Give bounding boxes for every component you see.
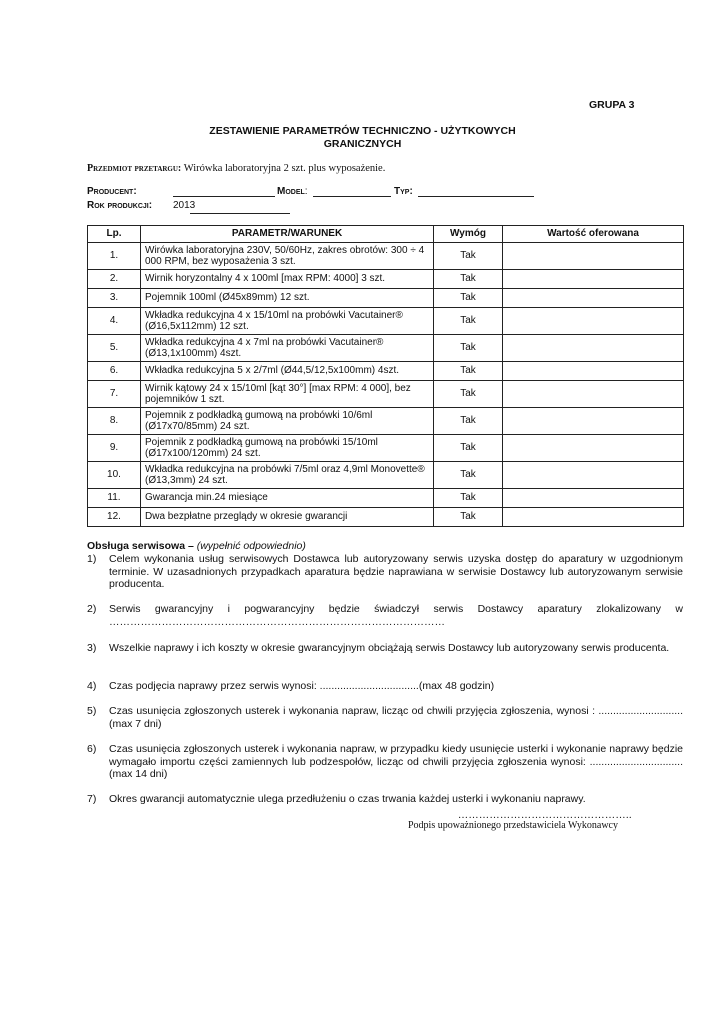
- row-offered-value[interactable]: [503, 435, 684, 462]
- row-requirement: Tak: [434, 362, 503, 381]
- row-parameter: Pojemnik z podkładką gumową na probówki 15/10ml (Ø17x100/120mm) 24 szt.: [141, 435, 434, 462]
- table-row: [88, 508, 684, 527]
- row-requirement: Tak: [434, 243, 503, 270]
- service-item-text: Wszelkie naprawy i ich koszty w okresie gwarancyjnym obciążają serwis Dostawcy lub autoryzowany serwis producenta.: [109, 642, 670, 654]
- model-field[interactable]: [313, 186, 391, 200]
- row-number: 5.: [88, 335, 141, 362]
- title-line-2: GRANICZNYCH: [323, 138, 402, 150]
- row-parameter: Wkładka redukcyjna 4 x 7ml na probówki Vacutainer® (Ø13,1x100mm) 4szt.: [141, 335, 434, 362]
- row-parameter: Gwarancja min.24 miesiące: [141, 489, 434, 508]
- row-number: 2.: [88, 270, 141, 289]
- service-item-number: 2): [87, 603, 97, 615]
- row-offered-value[interactable]: [503, 381, 684, 408]
- service-item-number: 7): [87, 793, 97, 805]
- parameters-table: [87, 225, 684, 527]
- service-item-2: [87, 603, 683, 628]
- row-offered-value[interactable]: [503, 408, 684, 435]
- tender-subject-label: Przedmiot przetargu:: [87, 163, 182, 174]
- row-offered-value[interactable]: [503, 335, 684, 362]
- table-row: [88, 381, 684, 408]
- table-row: [88, 435, 684, 462]
- service-item-4: [87, 680, 683, 693]
- service-item-text: Czas podjęcia naprawy przez serwis wynosi: ..................................(max 48 godzin): [109, 680, 495, 692]
- table-row: [88, 408, 684, 435]
- producer-label: Producent:: [87, 186, 137, 197]
- row-offered-value[interactable]: [503, 362, 684, 381]
- service-item-3: [87, 642, 683, 655]
- row-number: 9.: [88, 435, 141, 462]
- table-row: [88, 489, 684, 508]
- row-parameter: Wkładka redukcyjna na probówki 7/5ml oraz 4,9ml Monovette® (Ø13,3mm) 24 szt.: [141, 462, 434, 489]
- type-label: Typ:: [394, 186, 413, 197]
- row-parameter: Pojemnik 100ml (Ø45x89mm) 12 szt.: [141, 289, 434, 308]
- service-item-7: [87, 793, 683, 806]
- header-offered-value: Wartość oferowana: [503, 226, 684, 243]
- row-requirement: Tak: [434, 308, 503, 335]
- title-line-1: ZESTAWIENIE PARAMETRÓW TECHNICZNO - UŻYTKOWYCH: [209, 125, 516, 137]
- service-item-text: Celem wykonania usług serwisowych Dostawca lub autoryzowany serwis uzyska dostęp do aparatury w uzgodnionym terminie. W uzasadnionych przypadkach aparatura będzie naprawiana w serwisie Dostawcy lub autoryzowanym serwisie producenta.: [109, 553, 683, 590]
- model-colon: :: [304, 186, 308, 197]
- signature-line: …………………………………………..: [458, 810, 632, 821]
- row-parameter: Wkładka redukcyjna 4 x 15/10ml na probówki Vacutainer® (Ø16,5x112mm) 12 szt.: [141, 308, 434, 335]
- row-offered-value[interactable]: [503, 508, 684, 527]
- service-heading: [87, 540, 683, 553]
- service-item-number: 1): [87, 553, 97, 565]
- row-parameter: Wirnik horyzontalny 4 x 100ml [max RPM: 4000] 3 szt.: [141, 270, 434, 289]
- row-number: 8.: [88, 408, 141, 435]
- table-header-row: [88, 226, 684, 243]
- row-offered-value[interactable]: [503, 243, 684, 270]
- tender-subject: [87, 163, 385, 174]
- table-row: [88, 289, 684, 308]
- service-item-text: Czas usunięcia zgłoszonych usterek i wykonania napraw, licząc od chwili przyjęcia zgłoszenia, wynosi : ............................. (max 7 dni): [109, 705, 683, 730]
- service-item-number: 5): [87, 705, 97, 717]
- service-item-text: Serwis gwarancyjny i pogwarancyjny będzie świadczył serwis Dostawcy aparatury zlokalizowany w ……………………………………………………………………………………: [109, 603, 683, 628]
- service-heading-title: Obsługa serwisowa –: [87, 540, 194, 552]
- row-requirement: Tak: [434, 508, 503, 527]
- row-requirement: Tak: [434, 435, 503, 462]
- producer-field[interactable]: [173, 186, 275, 200]
- header-parameter: PARAMETR/WARUNEK: [141, 226, 434, 243]
- row-requirement: Tak: [434, 335, 503, 362]
- table-row: [88, 270, 684, 289]
- service-item-number: 4): [87, 680, 97, 692]
- signature-label: Podpis upoważnionego przedstawiciela Wykonawcy: [408, 820, 618, 831]
- service-item-text: Okres gwarancji automatycznie ulega przedłużeniu o czas trwania każdej usterki i wykonaniu naprawy.: [109, 793, 586, 805]
- row-requirement: Tak: [434, 408, 503, 435]
- table-row: [88, 335, 684, 362]
- row-requirement: Tak: [434, 381, 503, 408]
- service-section: [87, 540, 683, 805]
- row-number: 4.: [88, 308, 141, 335]
- row-parameter: Wirnik kątowy 24 x 15/10ml [kąt 30°] [max RPM: 4 000], bez pojemników 1 szt.: [141, 381, 434, 408]
- tender-subject-value: Wirówka laboratoryjna 2 szt. plus wyposażenie.: [183, 163, 386, 174]
- production-year-value: 2013: [173, 200, 196, 211]
- service-item-6: [87, 743, 683, 781]
- row-parameter: Wkładka redukcyjna 5 x 2/7ml (Ø44,5/12,5x100mm) 4szt.: [141, 362, 434, 381]
- row-requirement: Tak: [434, 289, 503, 308]
- service-item-1: [87, 553, 683, 591]
- group-label: GRUPA 3: [589, 99, 635, 111]
- row-offered-value[interactable]: [503, 489, 684, 508]
- row-number: 6.: [88, 362, 141, 381]
- row-number: 3.: [88, 289, 141, 308]
- row-offered-value[interactable]: [503, 462, 684, 489]
- row-offered-value[interactable]: [503, 270, 684, 289]
- production-year-underline: [190, 213, 290, 214]
- model-label: Model: [277, 186, 305, 197]
- service-item-number: 3): [87, 642, 97, 654]
- type-field[interactable]: [418, 186, 534, 200]
- row-number: 11.: [88, 489, 141, 508]
- row-requirement: Tak: [434, 270, 503, 289]
- table-row: [88, 308, 684, 335]
- production-year-label: Rok produkcji:: [87, 200, 153, 211]
- row-requirement: Tak: [434, 462, 503, 489]
- row-number: 12.: [88, 508, 141, 527]
- row-parameter: Wirówka laboratoryjna 230V, 50/60Hz, zakres obrotów: 300 ÷ 4 000 RPM, bez wyposażenia 3 szt.: [141, 243, 434, 270]
- row-requirement: Tak: [434, 489, 503, 508]
- row-offered-value[interactable]: [503, 289, 684, 308]
- service-item-number: 6): [87, 743, 97, 755]
- service-item-text: Czas usunięcia zgłoszonych usterek i wykonania napraw, w przypadku kiedy usunięcie usterki i wykonanie naprawy będzie wymagało importu części zamiennych lub podzespołów, licząc od chwili przyjęcia zgłoszenia wynosi: ................................(max 14 dni): [109, 743, 683, 780]
- row-parameter: Pojemnik z podkładką gumową na probówki 10/6ml (Ø17x70/85mm) 24 szt.: [141, 408, 434, 435]
- table-row: [88, 462, 684, 489]
- service-item-5: [87, 705, 683, 730]
- row-offered-value[interactable]: [503, 308, 684, 335]
- row-number: 1.: [88, 243, 141, 270]
- row-number: 7.: [88, 381, 141, 408]
- table-row: [88, 362, 684, 381]
- row-parameter: Dwa bezpłatne przeglądy w okresie gwarancji: [141, 508, 434, 527]
- row-number: 10.: [88, 462, 141, 489]
- header-requirement: Wymóg: [434, 226, 503, 243]
- document-title: [160, 125, 565, 151]
- service-heading-note: (wypełnić odpowiednio): [196, 540, 306, 552]
- table-row: [88, 243, 684, 270]
- model-label-wrap: [277, 186, 308, 197]
- header-lp: Lp.: [88, 226, 141, 243]
